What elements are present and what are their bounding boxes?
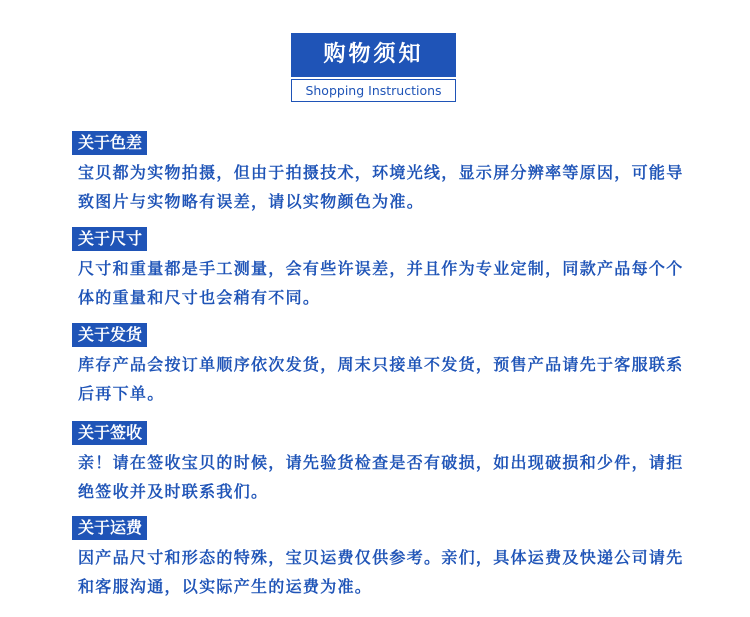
section-color-difference xyxy=(72,131,692,216)
page-title: 购物须知 xyxy=(291,33,456,77)
section-freight xyxy=(72,516,692,601)
section-title: 关于运费 xyxy=(72,516,147,540)
section-body: 因产品尺寸和形态的特殊，宝贝运费仅供参考。亲们，具体运费及快递公司请先和客服沟通，以实际产生的运费为准。 xyxy=(78,548,684,596)
page-header xyxy=(291,33,456,102)
section-body: 库存产品会按订单顺序依次发货，周末只接单不发货，预售产品请先于客服联系后再下单。 xyxy=(78,355,684,403)
section-title: 关于发货 xyxy=(72,323,147,347)
section-title: 关于签收 xyxy=(72,421,147,445)
section-receipt xyxy=(72,421,692,506)
section-body: 宝贝都为实物拍摄，但由于拍摄技术，环境光线，显示屏分辨率等原因，可能导致图片与实物略有误差，请以实物颜色为准。 xyxy=(78,163,684,211)
section-size xyxy=(72,227,692,312)
section-title: 关于色差 xyxy=(72,131,147,155)
section-body: 尺寸和重量都是手工测量，会有些许误差，并且作为专业定制，同款产品每个个体的重量和尺寸也会稍有不同。 xyxy=(78,259,684,307)
section-shipping xyxy=(72,323,692,408)
section-title: 关于尺寸 xyxy=(72,227,147,251)
section-body: 亲！请在签收宝贝的时候，请先验货检查是否有破损，如出现破损和少件，请拒绝签收并及时联系我们。 xyxy=(78,453,684,501)
page-subtitle: Shopping Instructions xyxy=(291,79,456,102)
